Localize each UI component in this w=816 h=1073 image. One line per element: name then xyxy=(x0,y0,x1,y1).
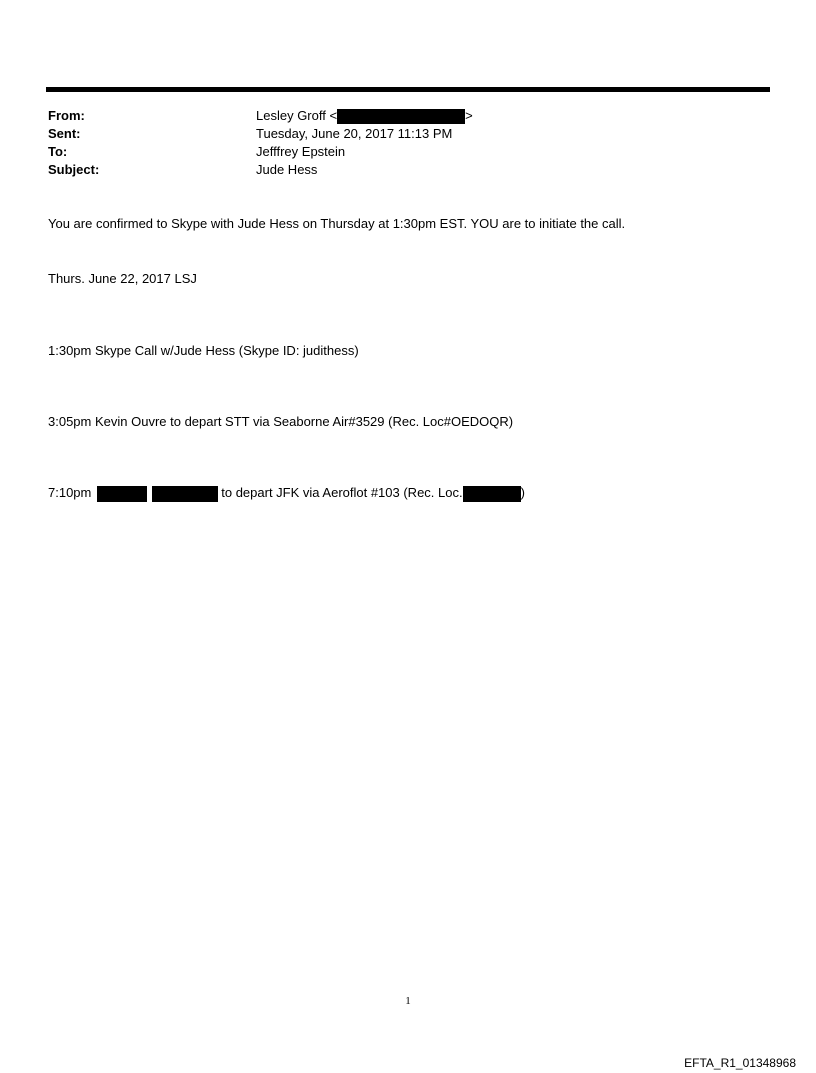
page-number: 1 xyxy=(405,995,411,1007)
flight-details: to depart JFK via Aeroflot #103 (Rec. Loc. xyxy=(221,485,463,500)
bates-number: EFTA_R1_01348968 xyxy=(684,1056,796,1070)
to-label: To: xyxy=(48,144,68,159)
from-label: From: xyxy=(48,108,85,123)
sent-value: Tuesday, June 20, 2017 11:13 PM xyxy=(256,126,453,141)
to-value: Jefffrey Epstein xyxy=(256,144,346,159)
body-line-confirmation: You are confirmed to Skype with Jude Hess on Thursday at 1:30pm EST. YOU are to initiate the call. xyxy=(48,216,626,231)
email-header xyxy=(48,107,748,179)
subject-value: Jude Hess xyxy=(256,162,318,177)
header-divider xyxy=(46,87,770,92)
subject-label: Subject: xyxy=(48,162,100,177)
subject-row xyxy=(48,161,748,179)
body-line-date: Thurs. June 22, 2017 LSJ xyxy=(48,271,197,286)
redacted-first-name xyxy=(97,486,147,502)
from-name: Lesley Groff < xyxy=(256,108,338,123)
flight-close: ) xyxy=(520,485,525,500)
from-row xyxy=(48,107,748,125)
body-line-jfk-flight xyxy=(48,484,525,502)
from-close: > xyxy=(465,108,473,123)
redacted-record-locator xyxy=(463,486,521,502)
redacted-last-name xyxy=(152,486,218,502)
redacted-email xyxy=(337,109,465,124)
to-row xyxy=(48,143,748,161)
from-value xyxy=(256,107,748,125)
sent-row xyxy=(48,125,748,143)
flight-time: 7:10pm xyxy=(48,485,92,500)
body-line-kevin-flight: 3:05pm Kevin Ouvre to depart STT via Seaborne Air#3529 (Rec. Loc#OEDOQR) xyxy=(48,414,514,429)
body-line-skype-call: 1:30pm Skype Call w/Jude Hess (Skype ID: judithess) xyxy=(48,343,359,358)
sent-label: Sent: xyxy=(48,126,81,141)
